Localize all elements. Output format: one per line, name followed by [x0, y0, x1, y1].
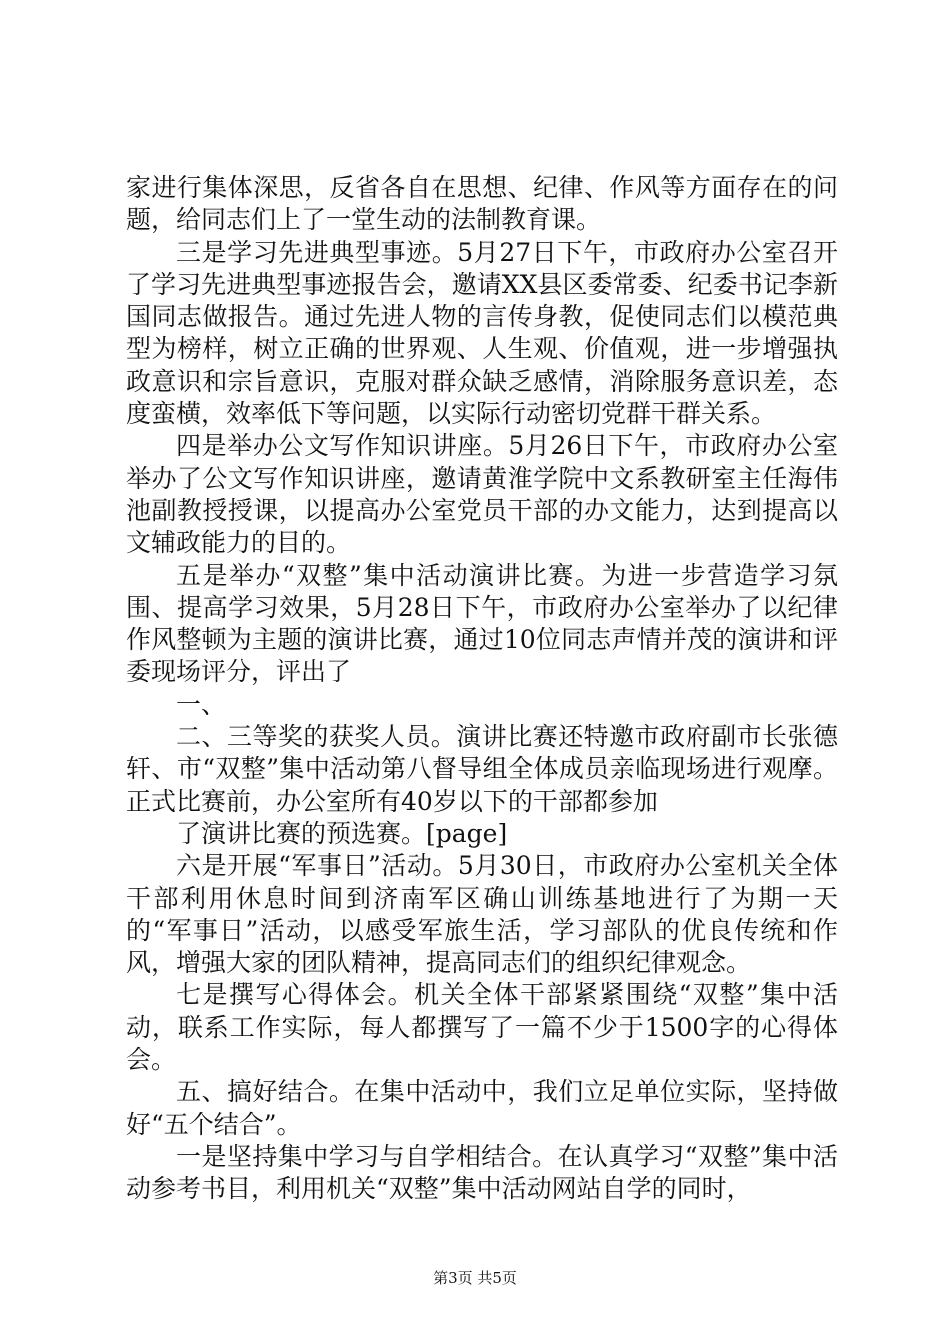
paragraph: 一、	[176, 689, 227, 719]
page-footer: 第3页 共5页	[433, 1269, 517, 1287]
paragraph: 四是举办公文写作知识讲座。5月26日下午，市政府办公室举办了公文写作知识讲座，邀请黄淮学院中文系教研室主任海伟池副教授授课，以提高办公室党员干部的办文能力，达到提高以文辅政能力的目的。	[126, 431, 838, 558]
paragraph: 七是撰写心得体会。机关全体干部紧紧围绕“双整”集中活动，联系工作实际，每人都撰写了一篇不少于1500字的心得体会。	[126, 980, 838, 1075]
body-text	[126, 172, 838, 1206]
paragraph: 家进行集体深思，反省各自在思想、纪律、作风等方面存在的问题，给同志们上了一堂生动的法制教育课。	[126, 173, 838, 235]
paragraph: 六是开展“军事日”活动。5月30日，市政府办公室机关全体干部利用休息时间到济南军区确山训练基地进行了为期一天的“军事日”活动，以感受军旅生活，学习部队的优良传统和作风，增强大家的团队精神，提高同志们的组织纪律观念。	[126, 851, 838, 978]
paragraph: 三是学习先进典型事迹。5月27日下午，市政府办公室召开了学习先进典型事迹报告会，邀请XX县区委常委、纪委书记李新国同志做报告。通过先进人物的言传身教，促使同志们以模范典型为榜样，树立正确的世界观、人生观、价值观，进一步增强执政意识和宗旨意识，克服对群众缺乏感情，消除服务意识差，态度蛮横，效率低下等问题，以实际行动密切党群干群关系。	[126, 237, 838, 429]
paragraph: 五、搞好结合。在集中活动中，我们立足单位实际，坚持做好“五个结合”。	[126, 1077, 838, 1139]
paragraph: 一是坚持集中学习与自学相结合。在认真学习“双整”集中活动参考书目，利用机关“双整”集中活动网站自学的同时，	[126, 1141, 838, 1204]
paragraph: 了演讲比赛的预选赛。[page]	[176, 818, 508, 848]
paragraph: 二、三等奖的获奖人员。演讲比赛还特邀市政府副市长张德轩、市“双整”集中活动第八督导组全体成员亲临现场进行观摩。正式比赛前，办公室所有40岁以下的干部都参加	[126, 722, 838, 816]
paragraph: 五是举办“双整”集中活动演讲比赛。为进一步营造学习氛围、提高学习效果，5月28日下午，市政府办公室举办了以纪律作风整顿为主题的演讲比赛，通过10位同志声情并茂的演讲和评委现场评分，评出了	[126, 560, 838, 687]
